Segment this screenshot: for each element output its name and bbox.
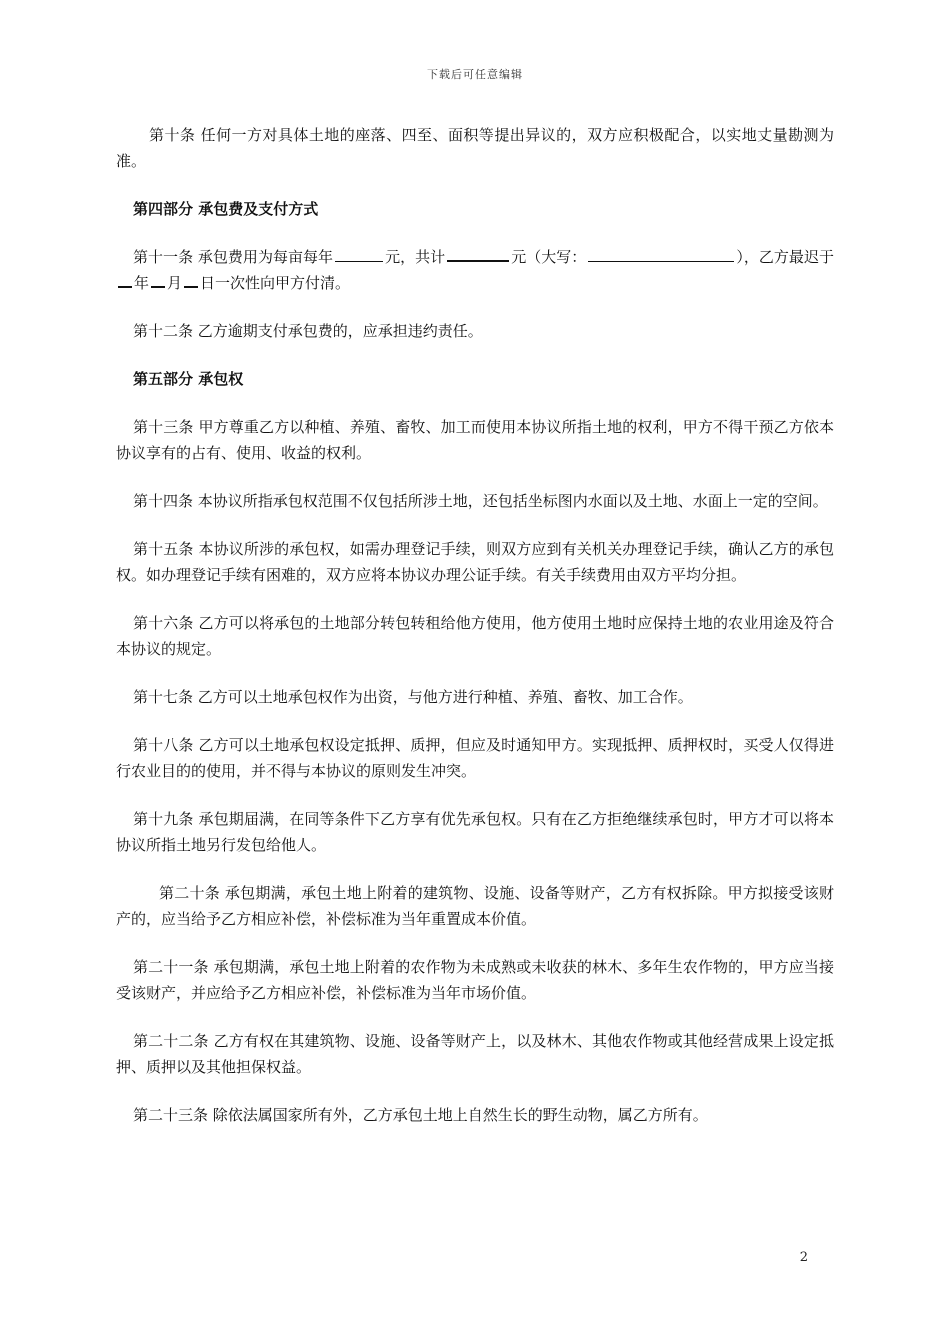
article-15: 第十五条 本协议所涉的承包权，如需办理登记手续，则双方应到有关机关办理登记手续，确认乙方的承包权。如办理登记手续有困难的，双方应将本协议办理公证手续。有关手续费用由双方平均分担。 (116, 540, 834, 584)
article-10: 第十条 任何一方对具体土地的座落、四至、面积等提出异议的，双方应积极配合，以实地丈量勘测为准。 (116, 126, 834, 170)
article-16: 第十六条 乙方可以将承包的土地部分转包转租给他方使用，他方使用土地时应保持土地的农业用途及符合本协议的规定。 (116, 614, 834, 658)
article-12: 第十二条 乙方逾期支付承包费的，应承担违约责任。 (133, 322, 483, 340)
article-11-text-6: 月 (167, 274, 183, 292)
article-18: 第十八条 乙方可以土地承包权设定抵押、质押，但应及时通知甲方。实现抵押、质押权时，买受人仅得进行农业目的的使用，并不得与本协议的原则发生冲突。 (116, 736, 834, 780)
article-11-text-4: ），乙方最迟于 (736, 248, 834, 266)
article-11-text-3: 元（大写： (511, 248, 587, 266)
article-19: 第十九条 承包期届满，在同等条件下乙方享有优先承包权。只有在乙方拒绝继续承包时，甲方才可以将本协议所指土地另行发包给他人。 (116, 810, 834, 854)
article-11-text-5: 年 (134, 274, 150, 292)
fee-per-mu-blank (335, 245, 383, 262)
article-11-text-1: 第十一条 承包费用为每亩每年 (133, 248, 334, 266)
page-header: 下载后可任意编辑 (427, 68, 523, 81)
section-heading-part5: 第五部分 承包权 (133, 370, 244, 388)
day-blank (184, 270, 198, 288)
year-blank (118, 270, 132, 288)
article-17: 第十七条 乙方可以土地承包权作为出资，与他方进行种植、养殖、畜牧、加工合作。 (133, 688, 693, 706)
article-13: 第十三条 甲方尊重乙方以种植、养殖、畜牧、加工而使用本协议所指土地的权利，甲方不得干预乙方依本协议享有的占有、使用、收益的权利。 (116, 418, 834, 462)
article-11-text-7: 日一次性向甲方付清。 (200, 274, 351, 292)
article-22: 第二十二条 乙方有权在其建筑物、设施、设备等财产上，以及林木、其他农作物或其他经营成果上设定抵押、质押以及其他担保权益。 (116, 1032, 834, 1076)
article-14: 第十四条 本协议所指承包权范围不仅包括所涉土地，还包括坐标图内水面以及土地、水面上一定的空间。 (133, 492, 828, 510)
section-heading-part4: 第四部分 承包费及支付方式 (133, 200, 319, 218)
document-body (116, 122, 834, 1128)
article-23: 第二十三条 除依法属国家所有外，乙方承包土地上自然生长的野生动物，属乙方所有。 (133, 1106, 708, 1124)
article-20: 第二十条 承包期满，承包土地上附着的建筑物、设施、设备等财产，乙方有权拆除。甲方拟接受该财产的，应当给予乙方相应补偿，补偿标准为当年重置成本价值。 (116, 884, 834, 928)
uppercase-amount-blank (588, 245, 734, 262)
article-21: 第二十一条 承包期满，承包土地上附着的农作物为未成熟或未收获的林木、多年生农作物的，甲方应当接受该财产，并应给予乙方相应补偿，补偿标准为当年市场价值。 (116, 958, 834, 1002)
total-fee-blank (447, 244, 509, 262)
month-blank (151, 270, 165, 288)
article-11 (116, 244, 834, 296)
article-11-text-2: 元，共计 (385, 248, 446, 266)
page-number: 2 (799, 1250, 808, 1265)
